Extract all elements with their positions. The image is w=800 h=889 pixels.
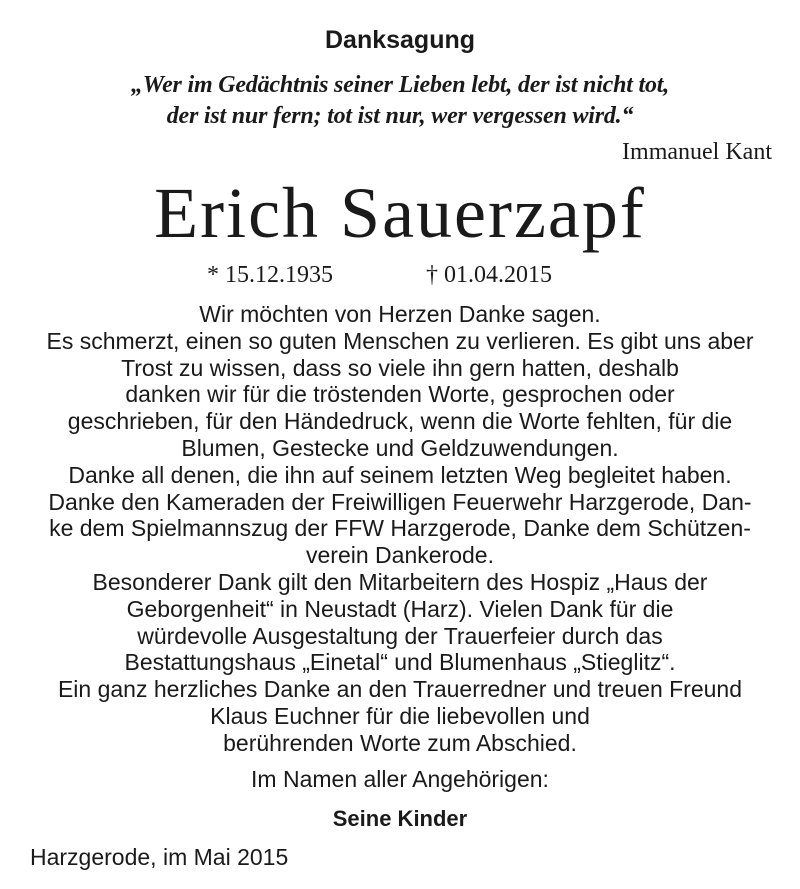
quote-author: Immanuel Kant <box>622 139 772 165</box>
thanks-line: Ein ganz herzliches Danke an den Trauerredner und treuen Freund <box>57 676 743 703</box>
thanks-line: Geborgenheit“ in Neustadt (Harz). Vielen Dank für die <box>126 595 674 622</box>
behalf-line: Im Namen aller Angehörigen: <box>251 766 549 792</box>
thanks-line: Danke den Kameraden der Freiwilligen Feuerwehr Harzgerode, Dan- <box>48 488 752 515</box>
place-date: Harzgerode, im Mai 2015 <box>30 844 289 870</box>
thanks-line: danken wir für die tröstenden Worte, gesprochen oder <box>125 381 675 408</box>
thanks-line: Besonderer Dank gilt den Mitarbeitern des Hospiz „Haus der <box>92 568 708 595</box>
thanks-line: Wir möchten von Herzen Danke sagen. <box>199 301 601 327</box>
thanks-line: Klaus Euchner für die liebevollen und <box>210 702 590 729</box>
thanks-line: verein Dankerode. <box>306 542 494 569</box>
thanks-line: Trost zu wissen, dass so viele ihn gern hatten, deshalb <box>121 354 679 381</box>
heading: Danksagung <box>324 26 476 54</box>
thanks-line: Es schmerzt, einen so guten Menschen zu verlieren. Es gibt uns aber <box>46 327 754 354</box>
thanks-line: Bestattungshaus „Einetal“ und Blumenhaus „Stieglitz“. <box>124 649 676 676</box>
thanks-line: Danke all denen, die ihn auf seinem letzten Weg begleitet haben. <box>68 461 732 488</box>
quote-line-2: der ist nur fern; tot ist nur, wer vergessen wird.“ <box>166 103 634 129</box>
thanks-line: Blumen, Gestecke und Geldzuwendungen. <box>181 434 619 461</box>
thanks-line: würdevolle Ausgestaltung der Trauerfeier durch das <box>137 622 663 649</box>
thanks-line: geschrieben, für den Händedruck, wenn die Worte fehlten, für die <box>67 408 733 435</box>
signature: Seine Kinder <box>332 806 468 831</box>
death-date: † 01.04.2015 <box>426 262 552 288</box>
thanks-text <box>0 301 800 757</box>
quote-line-1: „Wer im Gedächtnis seiner Lieben lebt, der ist nicht tot, <box>130 72 670 98</box>
thanks-line: ke dem Spielmannszug der FFW Harzgerode, Danke dem Schützen- <box>49 515 751 542</box>
thanks-line: berührenden Worte zum Abschied. <box>223 729 577 756</box>
birth-date: * 15.12.1935 <box>207 262 333 288</box>
deceased-name: Erich Sauerzapf <box>154 173 646 253</box>
